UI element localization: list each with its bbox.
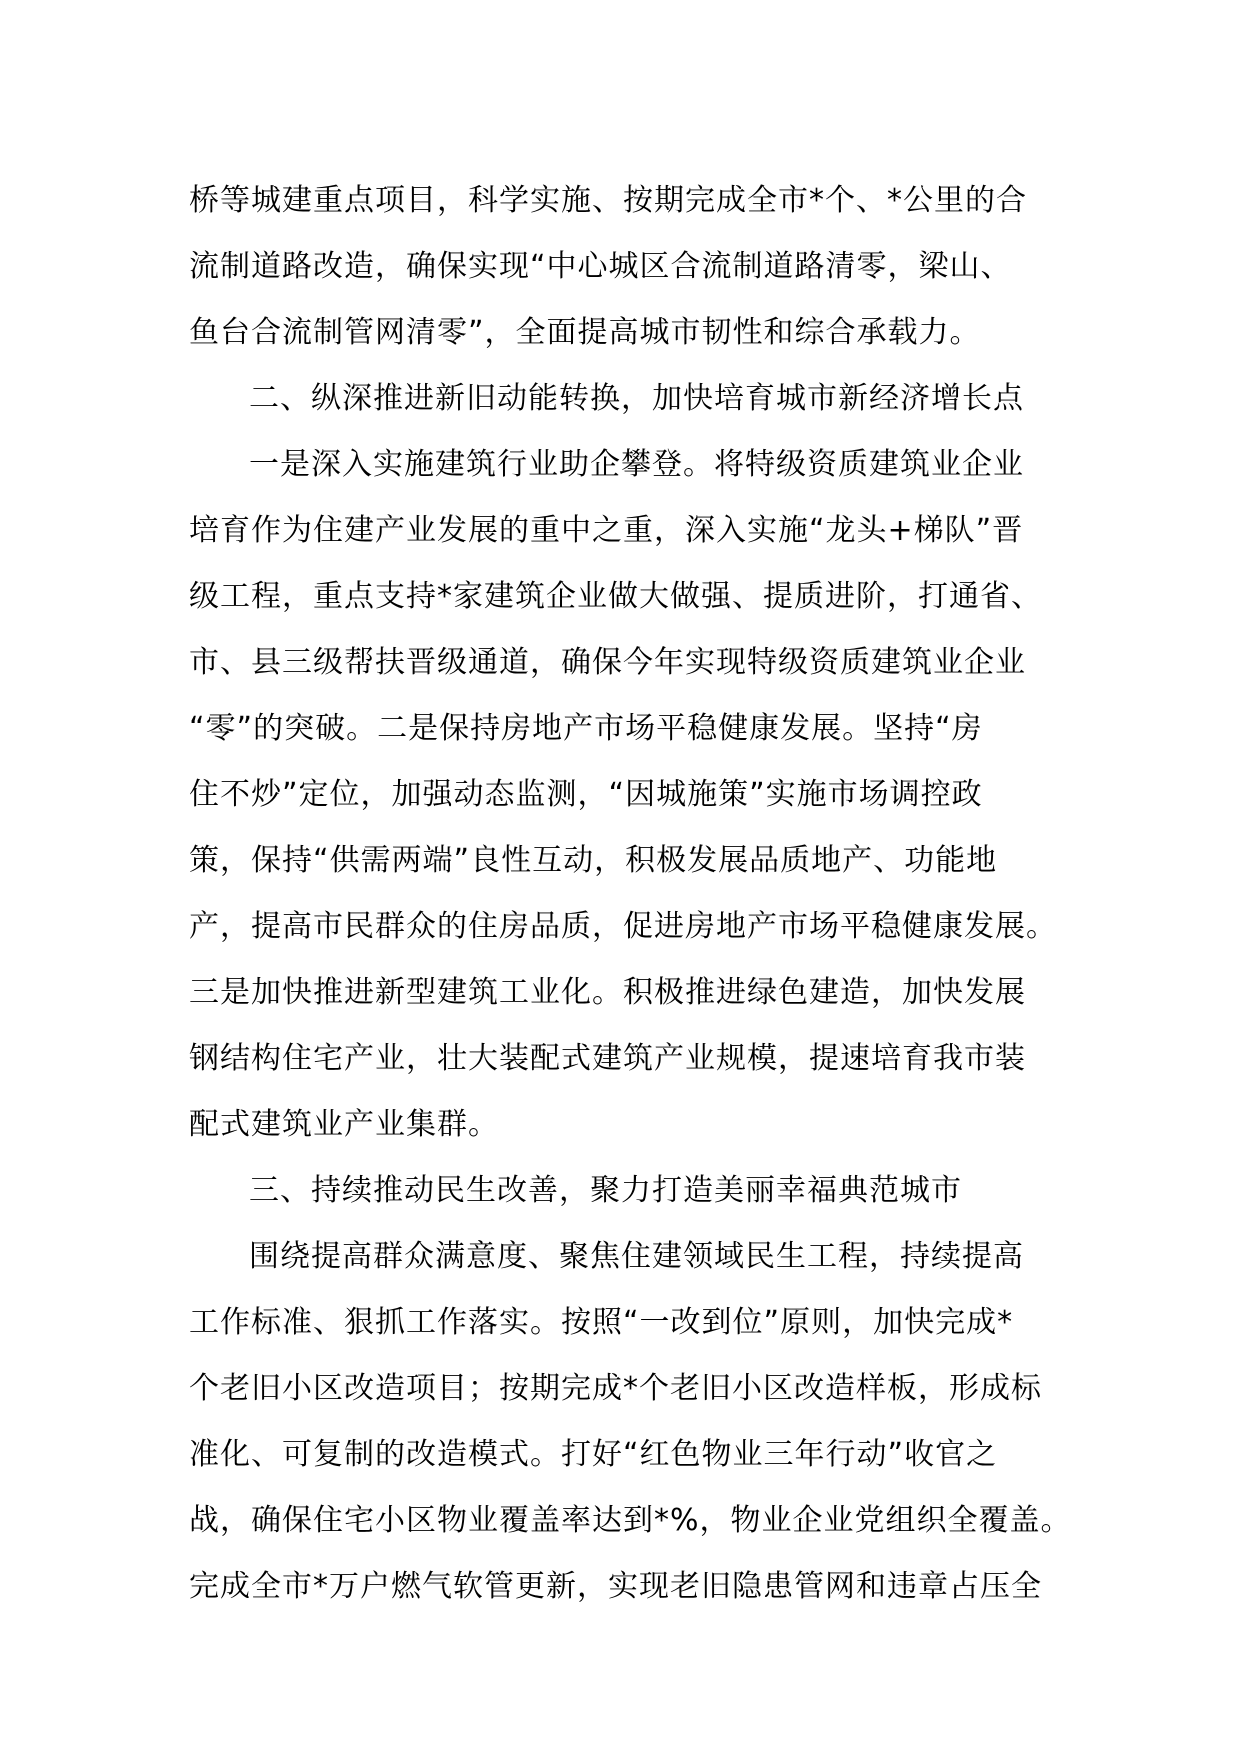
text-line: 级工程，重点支持*家建筑企业做大做强、提质进阶，打通省、 — [189, 579, 1042, 614]
text-line: 产，提高市民群众的住房品质，促进房地产市场平稳健康发展。 — [189, 909, 1057, 944]
text-line: 三是加快推进新型建筑工业化。积极推进绿色建造，加快发展 — [189, 975, 1026, 1010]
text-line: 完成全市*万户燃气软管更新，实现老旧隐患管网和违章占压全 — [189, 1569, 1042, 1604]
text-line: 桥等城建重点项目，科学实施、按期完成全市*个、*公里的合 — [189, 183, 1027, 218]
text-line: 配式建筑业产业集群。 — [189, 1107, 499, 1142]
text-line: 准化、可复制的改造模式。打好“红色物业三年行动”收官之 — [189, 1437, 998, 1472]
text-line: 围绕提高群众满意度、聚焦住建领域民生工程，持续提高 — [249, 1239, 1024, 1274]
section-heading: 三、持续推动民生改善，聚力打造美丽幸福典范城市 — [249, 1173, 962, 1208]
text-line: 鱼台合流制管网清零”，全面提高城市韧性和综合承载力。 — [189, 315, 981, 350]
text-line: 战，确保住宅小区物业覆盖率达到*%，物业企业党组织全覆盖。 — [189, 1503, 1072, 1538]
section-heading: 二、纵深推进新旧动能转换，加快培育城市新经济增长点 — [249, 381, 1024, 416]
text-line: 个老旧小区改造项目；按期完成*个老旧小区改造样板，形成标 — [189, 1371, 1042, 1406]
text-line: 培育作为住建产业发展的重中之重，深入实施“龙头+梯队”晋 — [189, 513, 1024, 548]
text-line: 流制道路改造，确保实现“中心城区合流制道路清零，梁山、 — [189, 249, 1012, 284]
text-line: 住不炒”定位，加强动态监测，“因城施策”实施市场调控政 — [189, 777, 983, 812]
text-line: 工作标准、狠抓工作落实。按照“一改到位”原则，加快完成* — [189, 1305, 1014, 1340]
text-line: “零”的突破。二是保持房地产市场平稳健康发展。坚持“房 — [189, 711, 983, 746]
text-line: 市、县三级帮扶晋级通道，确保今年实现特级资质建筑业企业 — [189, 645, 1026, 680]
text-line: 策，保持“供需两端”良性互动，积极发展品质地产、功能地 — [189, 843, 998, 878]
text-line: 钢结构住宅产业，壮大装配式建筑产业规模，提速培育我市装 — [189, 1041, 1026, 1076]
text-line: 一是深入实施建筑行业助企攀登。将特级资质建筑业企业 — [249, 447, 1024, 482]
